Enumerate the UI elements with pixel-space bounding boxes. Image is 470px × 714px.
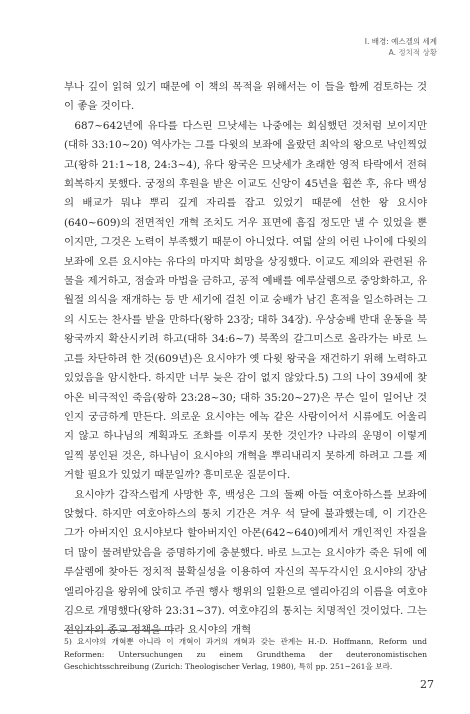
running-header: [365, 36, 437, 58]
footnote-divider: [64, 630, 174, 631]
main-text: [64, 78, 427, 641]
chapter-title: I. 배경: 예스겔의 세계: [364, 37, 437, 46]
page-number: 27: [420, 678, 434, 691]
section-title: A. 정치적 상황: [388, 48, 437, 57]
body-paragraph: 부나 깊이 읽혀 있기 때문에 이 책의 목적을 위해서는 이 들을 함께 검토하는 것이 좋을 것이다.: [64, 81, 427, 113]
body-paragraph: 요시야가 갑작스럽게 사망한 후, 백성은 그의 둘째 아들 여호아하스를 보좌에 앉혔다. 하지만 여호아하스의 통치 기간은 겨우 석 달에 불과했는데, 이 기간은 그가 아버지인 요시야보다 할아버지인 아몬(642~640)에게서 개인적인 자질을 더 많이 물려받았음을 증명하기에 충분했다. 바로 느고는 요시야가 죽은 뒤에 예루살렘에 찾아든 정치적 불확실성을 이용하여 자신의 꼭두각시인 요시야의 장남 엘리아김을 왕위에 앉히고 주권 행사 행위의 일환으로 엘리아김의 이름을 여호야김으로 개명했다(왕하 23:31~37). 여호야김의 통치는 치명적인 것이었다. 그는 전임자의 종교 정책을 따라 요시야의 개혁: [64, 488, 427, 637]
body-paragraph: 687~642년에 유다를 다스린 므낫세는 나중에는 회심했던 것처럼 보이지만(대하 33:10~20) 역사가는 그를 다윗의 보좌에 올랐던 최악의 왕으로 낙인찍었고(왕하 21:1~18, 24:3~4), 유다 왕국은 므낫세가 초래한 영적 타락에서 전혀 회복하지 못했다. 궁정의 후원을 받은 이교도 신앙이 45년을 휩쓴 후, 유다 백성의 배교가 뭐냐 뿌리 깊게 자리를 잡고 있었기 때문에 선한 왕 요시야(640~609)의 전면적인 개혁 조치도 거우 표면에 흠집 정도만 낼 수 있었을 뿐이지만, 그것은 노력이 부족했기 때문이 아니었다. 여덟 살의 어린 나이에 다윗의 보좌에 오른 요시야는 유다의 마지막 희망을 상징했다. 이교도 제의와 관련된 유물을 제거하고, 점술과 마법을 금하고, 공적 예배를 예루살렘으로 중앙화하고, 유월절 의식을 재개하는 등 반 세기에 걸친 이교 숭배가 남긴 흔적을 일소하려는 그의 시도는 찬사를 받을 만하다(왕하 23장; 대하 34장). 우상숭배 반대 운동을 북왕국까지 확산시키려 하고(대하 34:6~7) 북쪽의 갈그미스로 올라가는 바로 느고를 차단하려 한 것(609년)은 요시야가 옛 다윗 왕국을 재건하기 위해 노력하고 있었음을 암시한다. 하지만 너무 늦은 감이 없지 않았다.5) 그의 나이 39세에 찾아온 비극적인 죽음(왕하 23:28~30; 대하 35:20~27)은 무슨 일이 일어난 것인지 궁금하게 만든다. 의로운 요시야는 에녹 같은 사람이어서 시류에도 어울리지 않고 하나님의 계획과도 조화를 이루지 못한 것인가? 나라의 운명이 이렇게 일찍 봉인된 것은, 하나님이 요시야의 개혁을 뿌리내리지 못하게 하려고 그를 제거할 필요가 있었기 때문일까? 흥미로운 질문이다.: [64, 119, 427, 482]
footnote-area: [64, 636, 427, 674]
footnote: 5) 요시야의 개혁뿐 아니라 이 개혁이 과거의 개혁과 갖는 관계는 H.-D. Hoffmann, Reform und Reformen: Untersuchungen zu einem Grundthema der deuteronomistischen Geschichtsschreibung (Zurich: Theologischer Verlag, 1980), 특히 pp. 251~261을 보라.: [64, 637, 427, 672]
